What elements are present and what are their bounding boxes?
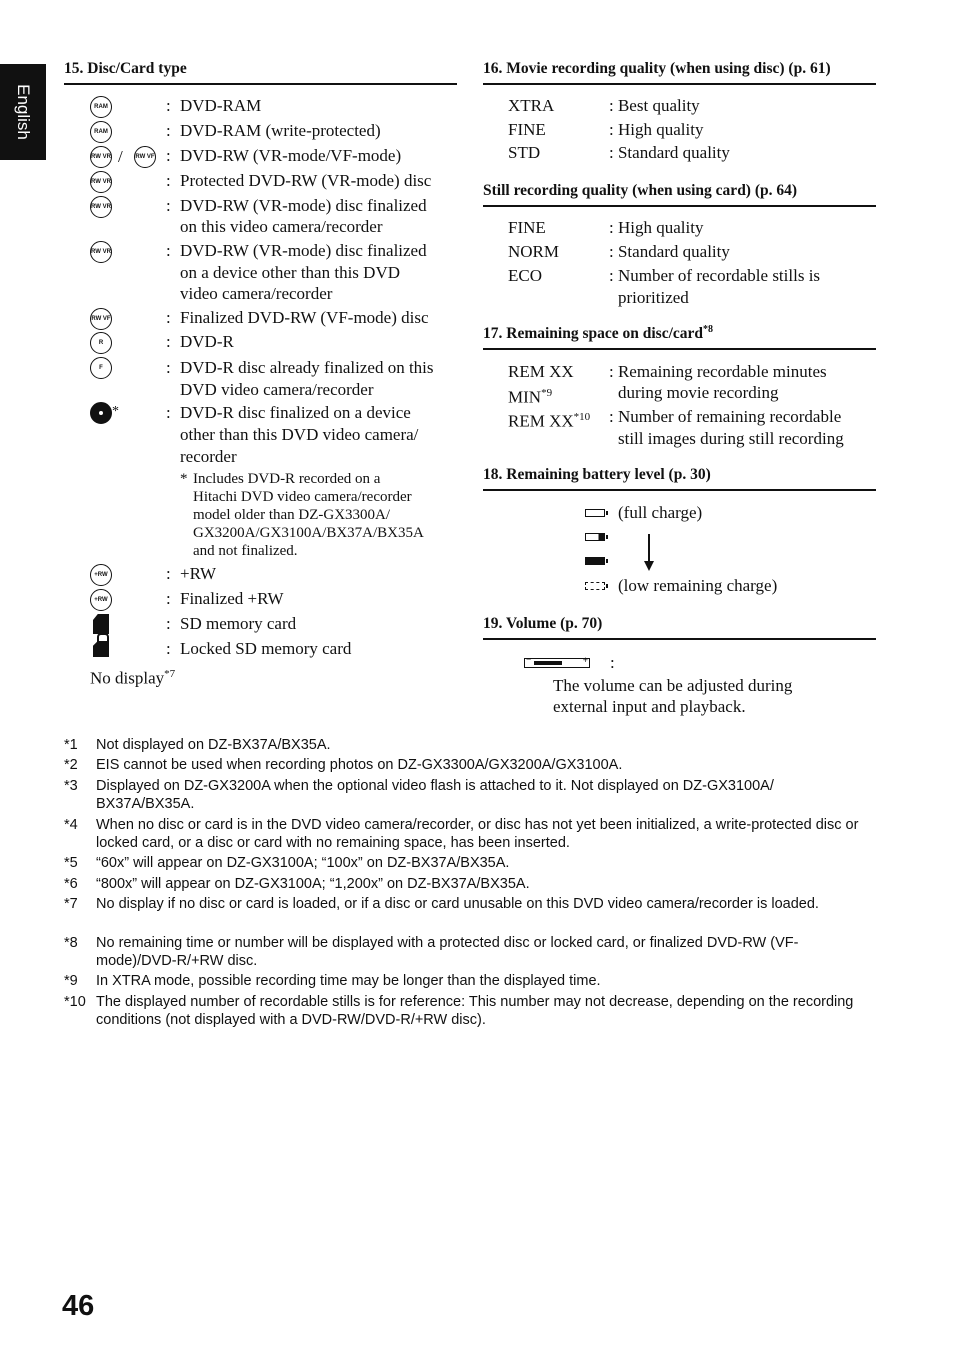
remaining-desc: : Number of remaining recordable <box>609 407 842 426</box>
still-quality-title: Still recording quality (when using card) (p. 64) <box>483 182 798 199</box>
section-17-heading <box>483 324 876 350</box>
remaining-desc: : Remaining recordable minutes <box>609 362 827 381</box>
plus-rw-icon: +RW <box>90 564 112 586</box>
disc-type-desc: DVD video camera/recorder <box>180 380 374 399</box>
colon: : <box>166 146 171 165</box>
remaining-label: MIN$^{*9}$ <box>508 387 553 407</box>
colon: : <box>166 403 171 422</box>
dvd-rw-finalized-icon: RW VR <box>90 196 112 218</box>
quality-desc: : Best quality <box>609 96 700 115</box>
remaining-label: REM XX <box>508 362 574 381</box>
no-display-label: No display$^{*7}$ <box>90 668 176 688</box>
disc-type-desc: DVD-RAM (write-protected) <box>180 121 381 140</box>
locked-sd-card-icon <box>93 641 109 657</box>
dvd-r-finalized-icon: F <box>90 357 112 379</box>
colon: : <box>166 358 171 377</box>
colon: : <box>166 241 171 260</box>
quality-desc: : High quality <box>609 120 704 139</box>
volume-plus: + <box>582 655 588 665</box>
volume-desc: external input and playback. <box>553 697 746 716</box>
disc-type-desc: DVD-RAM <box>180 96 262 115</box>
disc-type-desc: DVD-RW (VR-mode) disc finalized <box>180 196 427 215</box>
dvd-r-note-mark: * <box>180 471 188 487</box>
dvd-r-icon: R <box>90 332 112 354</box>
section-17-number: 17. <box>483 325 503 343</box>
section-19-number: 19. <box>483 615 503 632</box>
still-quality-desc: : High quality <box>609 218 704 237</box>
arrow-down-icon <box>648 534 650 562</box>
section-18-heading <box>483 466 876 491</box>
dvd-rw-finalized-other-icon: RW VR <box>90 241 112 263</box>
dvd-r-other-note-mark: * <box>112 404 119 419</box>
disc-type-desc: video camera/recorder <box>180 284 333 303</box>
remaining-desc: still images during still recording <box>618 429 844 448</box>
battery-empty-icon <box>585 582 605 590</box>
still-quality-heading <box>483 182 876 207</box>
dvd-r-finalized-other-icon <box>90 402 112 424</box>
volume-desc: The volume can be adjusted during <box>553 676 793 695</box>
colon: : <box>166 564 171 583</box>
icon-separator: / <box>118 147 123 166</box>
section-17-title: Remaining space on disc/card <box>506 325 704 343</box>
volume-bar-icon <box>524 654 590 668</box>
quality-label: STD <box>508 143 541 162</box>
quality-label: XTRA <box>508 96 555 115</box>
finalized-dvd-rw-vf-icon: RW VF <box>90 308 112 330</box>
battery-low-label: (low remaining charge) <box>618 576 778 595</box>
section-19-heading <box>483 615 876 640</box>
colon: : <box>166 308 171 327</box>
battery-mid-icon <box>585 533 605 541</box>
section-16-number: 16. <box>483 60 503 77</box>
no-display-ref: *7 <box>164 668 176 680</box>
disc-type-desc: recorder <box>180 447 237 466</box>
disc-type-desc: Protected DVD-RW (VR-mode) disc <box>180 171 432 190</box>
disc-type-desc: DVD-R <box>180 332 234 351</box>
battery-full-label: (full charge) <box>618 503 703 522</box>
quality-desc: : Standard quality <box>609 143 730 162</box>
colon: : <box>166 196 171 215</box>
dvd-r-note-line: GX3200A/GX3100A/BX37A/BX35A <box>193 525 424 541</box>
page-number: 46 <box>62 1290 95 1322</box>
still-quality-desc: : Number of recordable stills is <box>609 266 821 285</box>
dvd-r-note-line: Includes DVD-R recorded on a <box>193 471 381 487</box>
section-18-number: 18. <box>483 466 503 483</box>
volume-colon: : <box>610 653 615 672</box>
volume-level <box>534 661 562 665</box>
colon: : <box>166 614 171 633</box>
quality-label: FINE <box>508 120 546 139</box>
dvd-rw-vf-icon: RW VF <box>134 146 156 168</box>
colon: : <box>166 639 171 658</box>
section-17-ref: *8 <box>703 324 714 335</box>
disc-type-desc: Locked SD memory card <box>180 639 352 658</box>
section-19-title: Volume (p. 70) <box>505 615 603 632</box>
disc-type-desc: on a device other than this DVD <box>180 263 400 282</box>
protected-dvd-rw-icon: RW VR <box>90 171 112 193</box>
section-15-heading <box>64 60 457 85</box>
still-quality-label: NORM <box>508 242 560 261</box>
language-tab <box>0 64 46 160</box>
remaining-label: REM XX$^{*10}$ <box>508 411 591 431</box>
disc-type-desc: DVD-RW (VR-mode/VF-mode) <box>180 146 402 165</box>
volume-minus: − <box>526 654 532 664</box>
dvd-rw-vr-icon: RW VR <box>90 146 112 168</box>
sd-card-icon <box>93 614 109 634</box>
section-16-title: Movie recording quality (when using disc) (p. 61) <box>506 60 831 77</box>
finalized-plus-rw-icon: +RW <box>90 589 112 611</box>
disc-type-desc: SD memory card <box>180 614 297 633</box>
dvd-ram-protected-icon: RAM <box>90 121 112 143</box>
disc-type-desc: DVD-R disc finalized on a device <box>180 403 411 422</box>
battery-full-icon <box>585 509 605 517</box>
colon: : <box>166 96 171 115</box>
section-18-title: Remaining battery level (p. 30) <box>506 466 711 483</box>
colon: : <box>166 332 171 351</box>
remaining-desc: during movie recording <box>618 383 779 402</box>
disc-type-desc: other than this DVD video camera/ <box>180 425 419 444</box>
colon: : <box>166 121 171 140</box>
still-quality-desc: prioritized <box>618 288 689 307</box>
dvd-r-note-line: model older than DZ-GX3300A/ <box>193 507 391 523</box>
disc-type-desc: Finalized +RW <box>180 589 284 608</box>
disc-type-desc: DVD-R disc already finalized on this <box>180 358 434 377</box>
still-quality-desc: : Standard quality <box>609 242 730 261</box>
battery-low-icon <box>585 557 605 565</box>
disc-type-desc: on this video camera/recorder <box>180 217 383 236</box>
dvd-ram-icon: RAM <box>90 96 112 118</box>
disc-type-desc: +RW <box>180 564 217 583</box>
disc-type-desc: Finalized DVD-RW (VF-mode) disc <box>180 308 429 327</box>
disc-type-desc: DVD-RW (VR-mode) disc finalized <box>180 241 427 260</box>
dvd-r-note-line: and not finalized. <box>193 543 298 559</box>
colon: : <box>166 589 171 608</box>
section-15-title: Disc/Card type <box>87 60 187 77</box>
section-16-heading <box>483 60 876 85</box>
language-tab-label: English <box>14 84 33 140</box>
arrow-head <box>644 561 654 571</box>
section-15-number: 15. <box>64 60 84 77</box>
still-quality-label: ECO <box>508 266 542 285</box>
colon: : <box>166 171 171 190</box>
still-quality-label: FINE <box>508 218 546 237</box>
dvd-r-note-line: Hitachi DVD video camera/recorder <box>193 489 412 505</box>
